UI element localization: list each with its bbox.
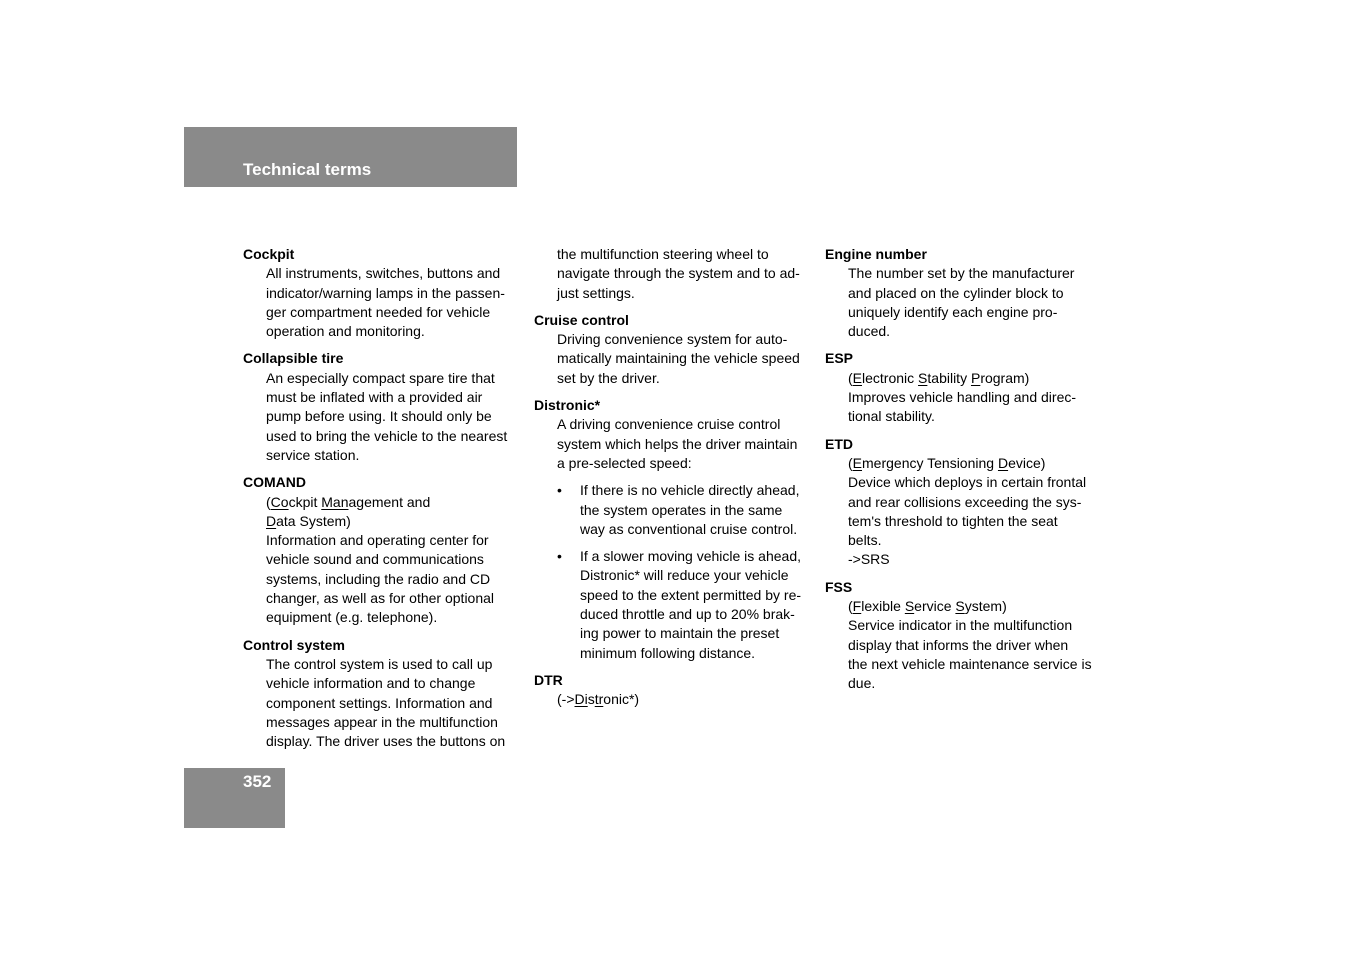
glossary-definition [534, 330, 814, 388]
description-line: Improves vehicle handling and direc- [848, 389, 1077, 406]
description-line: Device which deploys in certain frontal [848, 474, 1087, 491]
description-line: ger compartment needed for vehicle [266, 303, 491, 320]
description-line: All instruments, switches, buttons and [266, 265, 501, 282]
description-line: system which helps the driver maintain [557, 435, 798, 452]
glossary-definition [825, 454, 1105, 570]
glossary-column-2 [534, 245, 814, 710]
abbreviation-letter: tr [594, 691, 604, 708]
description-line: the next vehicle maintenance service is [848, 655, 1092, 672]
abbreviation-letter: Man [321, 493, 349, 510]
glossary-term: Cockpit [243, 246, 295, 262]
abbreviation-expansion [848, 454, 1105, 473]
abbreviation-text: lectronic [862, 369, 919, 386]
bullet-item [557, 547, 814, 663]
description-line: and rear collisions exceeding the sys- [848, 493, 1082, 510]
glossary-term: FSS [825, 578, 853, 595]
description-line: matically maintaining the vehicle speed [557, 350, 800, 367]
description-line: systems, including the radio and CD [266, 570, 491, 587]
section-title: Technical terms [243, 160, 372, 179]
description-line: pump before using. It should only be [266, 408, 492, 425]
abbreviation-expansion [848, 369, 1105, 388]
description-line: Information and operating center for [266, 532, 489, 549]
abbreviation-text: ystem) [964, 598, 1007, 615]
bullet-line: the system operates in the same [580, 501, 783, 518]
abbreviation-text: ata System) [276, 512, 351, 529]
description-line: must be inflated with a provided air [266, 389, 483, 406]
description-line: just settings. [557, 284, 635, 301]
glossary-term: COMAND [243, 474, 306, 491]
term-continuation [534, 245, 814, 303]
bullet-list [557, 481, 814, 663]
description-line: tional stability. [848, 408, 935, 425]
description-line: vehicle sound and communications [266, 551, 484, 568]
abbreviation-expansion [266, 512, 523, 531]
glossary-definition [534, 415, 814, 473]
glossary-definition [534, 690, 814, 709]
glossary-term: Control system [243, 636, 345, 653]
glossary-term: DTR [534, 671, 563, 688]
description-line: Driving convenience system for auto- [557, 331, 788, 348]
description-line: set by the driver. [557, 369, 660, 386]
description-line: duced. [848, 323, 891, 340]
glossary-definition [243, 493, 523, 628]
abbreviation-letter: E [852, 369, 863, 386]
page-number: 352 [243, 772, 272, 791]
glossary-definition [243, 369, 523, 465]
glossary-definition [825, 369, 1105, 427]
description-line: and placed on the cylinder block to [848, 284, 1064, 301]
description-line: An especially compact spare tire that [266, 369, 495, 386]
abbreviation-text: ( [848, 369, 853, 386]
glossary-definition [243, 264, 523, 341]
glossary-term: Distronic* [534, 397, 601, 414]
glossary-definition [243, 655, 523, 751]
abbreviation-letter: E [852, 454, 863, 471]
description-line: vehicle information and to change [266, 675, 476, 692]
abbreviation-text: s [587, 691, 595, 708]
abbreviation-letter: P [970, 369, 981, 386]
glossary-column-3 [825, 245, 1105, 694]
abbreviation-expansion [848, 597, 1105, 616]
glossary-term: ESP [825, 350, 854, 367]
glossary-term: Collapsible tire [243, 350, 344, 367]
description-line: a pre-selected speed: [557, 454, 692, 471]
bullet-line: ing power to maintain the preset [580, 625, 780, 642]
abbreviation-letter: Co [270, 493, 289, 510]
description-line: operation and monitoring. [266, 323, 425, 340]
glossary-term: Cruise control [534, 311, 629, 328]
description-line: component settings. Information and [266, 694, 493, 711]
description-line: uniquely identify each engine pro- [848, 303, 1058, 320]
abbreviation-text: evice) [1008, 454, 1046, 471]
abbreviation-letter: D [997, 454, 1009, 471]
glossary-term: Engine number [825, 246, 927, 262]
abbreviation-text: ( [266, 493, 271, 510]
abbreviation-letter: F [852, 598, 862, 615]
bullet-icon: • [557, 482, 562, 499]
abbreviation-text: tability [927, 369, 971, 386]
description-line: Service indicator in the multifunction [848, 617, 1073, 634]
glossary-definition [825, 264, 1105, 341]
description-line: tem's threshold to tighten the seat [848, 512, 1058, 529]
description-line: ->SRS [848, 551, 890, 568]
description-line: the multifunction steering wheel to [557, 246, 769, 262]
abbreviation-text: lexible [861, 598, 905, 615]
description-line: indicator/warning lamps in the passen- [266, 284, 505, 301]
description-line: display. The driver uses the buttons on [266, 733, 506, 750]
description-line: belts. [848, 532, 882, 549]
bullet-item [557, 481, 814, 539]
description-line: The number set by the manufacturer [848, 265, 1075, 282]
abbreviation-text: mergency Tensioning [862, 454, 998, 471]
bullet-line: speed to the extent permitted by re- [580, 586, 802, 603]
abbreviation-text: (-> [557, 691, 575, 708]
description-line: The control system is used to call up [266, 655, 493, 672]
description-line: display that informs the driver when [848, 636, 1069, 653]
header-band [184, 127, 517, 187]
bullet-icon: • [557, 548, 562, 565]
page-number-band [184, 768, 285, 828]
glossary-term: ETD [825, 435, 853, 452]
abbreviation-letter: D [266, 512, 277, 529]
glossary-definition [825, 597, 1105, 693]
abbreviation-text: ( [848, 598, 853, 615]
bullet-line: Distronic* will reduce your vehicle [580, 567, 789, 584]
abbreviation-text: agement and [348, 493, 431, 510]
abbreviation-expansion [266, 493, 523, 512]
description-line: changer, as well as for other optional [266, 590, 495, 607]
bullet-line: duced throttle and up to 20% brak- [580, 606, 795, 623]
glossary-column-1 [243, 245, 523, 751]
description-line: used to bring the vehicle to the nearest [266, 427, 508, 444]
description-line: due. [848, 675, 876, 692]
abbreviation-expansion [557, 690, 814, 709]
description-line: messages appear in the multifunction [266, 713, 498, 730]
description-line: navigate through the system and to ad- [557, 265, 800, 282]
abbreviation-text: ckpit [288, 493, 322, 510]
description-line: service station. [266, 446, 360, 463]
description-line: A driving convenience cruise control [557, 416, 781, 433]
abbreviation-letter: Di [574, 691, 588, 708]
bullet-line: way as conventional cruise control. [580, 520, 798, 537]
description-line: equipment (e.g. telephone). [266, 609, 438, 626]
bullet-line: If a slower moving vehicle is ahead, [580, 548, 801, 565]
abbreviation-letter: S [955, 598, 965, 615]
abbreviation-text: ( [848, 454, 853, 471]
abbreviation-letter: S [918, 369, 928, 386]
abbreviation-text: rogram) [980, 369, 1030, 386]
bullet-line: If there is no vehicle directly ahead, [580, 482, 800, 499]
bullet-line: minimum following distance. [580, 644, 756, 661]
abbreviation-text: ervice [914, 598, 956, 615]
abbreviation-letter: S [904, 598, 915, 615]
abbreviation-text: onic*) [603, 691, 640, 708]
